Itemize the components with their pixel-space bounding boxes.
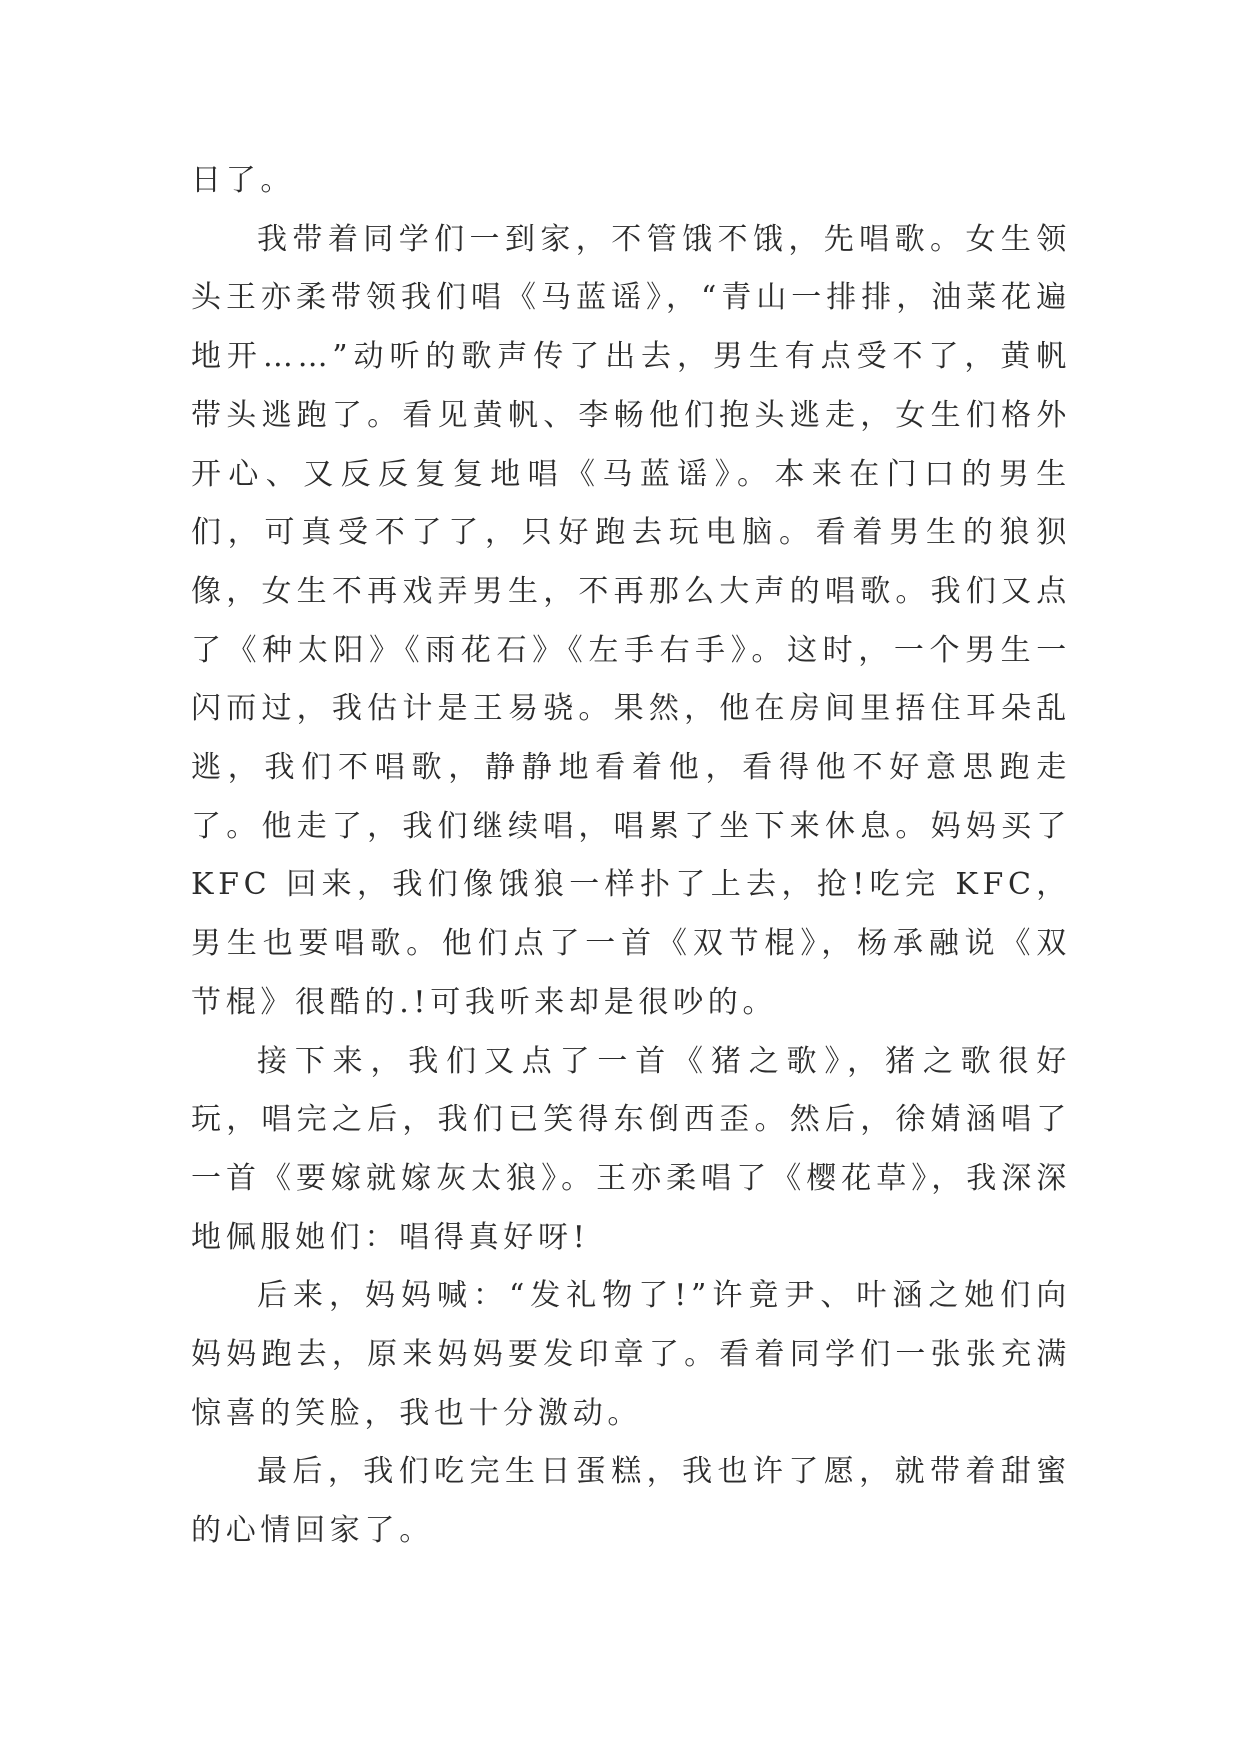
document-body <box>191 152 1071 1561</box>
paragraph-3: 接下来，我们又点了一首《猪之歌》，猪之歌很好玩，唱完之后，我们已笑得东倒西歪。然后，徐婧涵唱了一首《要嫁就嫁灰太狼》。王亦柔唱了《樱花草》，我深深地佩服她们：唱得真好呀! <box>191 1043 1071 1255</box>
paragraph-5: 最后，我们吃完生日蛋糕，我也许了愿，就带着甜蜜的心情回家了。 <box>191 1454 1071 1549</box>
paragraph-4: 后来，妈妈喊：“发礼物了!”许竟尹、叶涵之她们向妈妈跑去，原来妈妈要发印章了。看着同学们一张张充满惊喜的笑脸，我也十分激动。 <box>191 1278 1071 1431</box>
paragraph-1: 日了。 <box>191 163 296 198</box>
paragraph-2: 我带着同学们一到家，不管饿不饿，先唱歌。女生领头王亦柔带领我们唱《马蓝谣》，“青山一排排，油菜花遍地开……”动听的歌声传了出去，男生有点受不了，黄帆带头逃跑了。看见黄帆、李畅他们抱头逃走，女生们格外开心、又反反复复地唱《马蓝谣》。本来在门口的男生们，可真受不了了，只好跑去玩电脑。看着男生的狼狈像，女生不再戏弄男生，不再那么大声的唱歌。我们又点了《种太阳》《雨花石》《左手右手》。这时，一个男生一闪而过，我估计是王易骁。果然，他在房间里捂住耳朵乱逃，我们不唱歌，静静地看着他，看得他不好意思跑走了。他走了，我们继续唱，唱累了坐下来休息。妈妈买了 KFC 回来，我们像饿狼一样扑了上去，抢!吃完 KFC，男生也要唱歌。他们点了一首《双节棍》，杨承融说《双节棍》很酷的.!可我听来却是很吵的。 <box>191 221 1071 1020</box>
